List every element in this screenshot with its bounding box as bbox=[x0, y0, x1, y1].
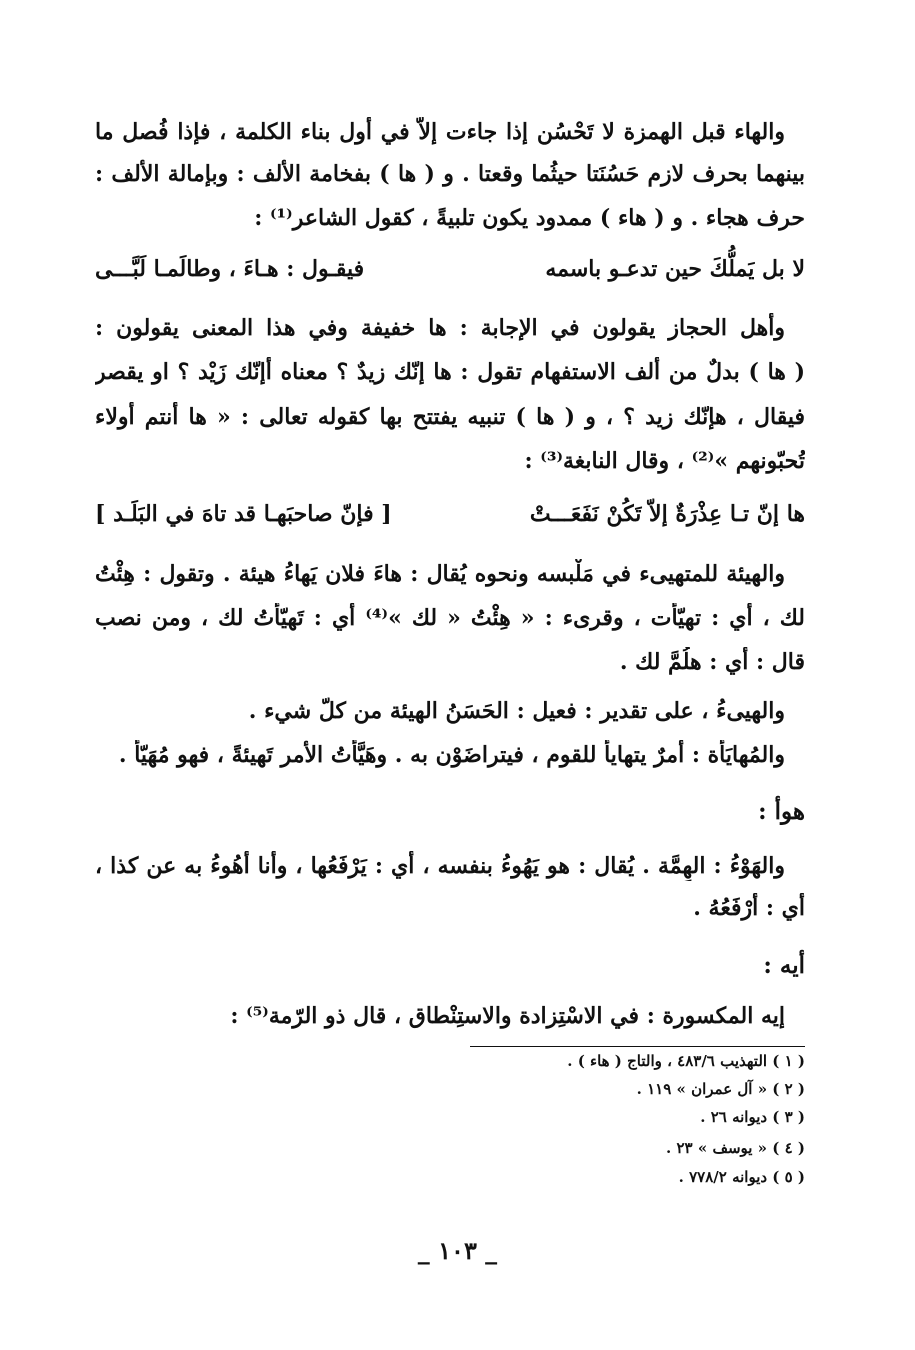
footnote: ( ١ ) التهذيب ٤٨٣/٦ ، والتاج ( هاء ) . bbox=[567, 1052, 805, 1070]
footnote: ( ٤ ) « يوسف » ٢٣ . bbox=[666, 1139, 805, 1157]
body-line: حرف هجاء . و ( هاء ) ممدود يكون تلبيةً ، كقول الشاعر⁽¹⁾ : bbox=[254, 205, 805, 231]
body-line: والمُهايَأَة : أمرٌ يتهايأ للقوم ، فيتراضَوْن به . وهَيَّأْتُ الأمر تَهيئةً ، فهو مُهَيّأً . bbox=[118, 742, 785, 768]
body-line: والهَوْءُ : الهِمَّة . يُقال : هو يَهُوءُ بنفسه ، أي : يَرْفَعُها ، وأنا أهُوءُ به عن كذا ، bbox=[95, 853, 785, 879]
body-line: إيه المكسورة : في الاسْتِزادة والاستِنْطاق ، قال ذو الرّمة⁽⁵⁾ : bbox=[230, 1003, 785, 1029]
body-line: وأهل الحجاز يقولون في الإجابة : ها خفيفة وفي هذا المعنى يقولون : bbox=[95, 315, 785, 341]
body-line: والهيئة للمتهيىء في مَلْبسه ونحوه يُقال : هاءَ فلان يَهاءُ هيئة . وتقول : هِئْتُ bbox=[95, 561, 785, 587]
verse-hemistich: لا بل يَملُّكَ حين تدعـو باسمه bbox=[545, 256, 805, 282]
body-line: لك ، أي : تهيّأت ، وقرىء : « هِئْتُ « لك »⁽⁴⁾ أي : تَهيّأْتُ لك ، ومن نصب bbox=[95, 605, 805, 631]
verse-hemistich: فيقـول : هـاءَ ، وطالَمـا لَبَّـــى bbox=[95, 256, 365, 282]
body-line: بينهما بحرف لازم حَسُنَتا حيثُما وقعتا . و ( ها ) بفخامة الألف : وبإمالة الألف : bbox=[95, 161, 805, 187]
footnote: ( ٢ ) « آل عمران » ١١٩ . bbox=[636, 1080, 805, 1098]
verse-hemistich: [ فإنّ صاحبَهـا قد تاهَ في البَلَـد ] bbox=[95, 501, 392, 527]
body-line: قال : أي : هلُمَّ لك . bbox=[619, 649, 805, 675]
body-line: ( ها ) بدلٌ من ألف الاستفهام تقول : ها إنّك زيدٌ ؟ معناه أإنّك زَيْد ؟ او يقصر bbox=[95, 359, 805, 385]
body-line: أي : أرْفَعُهُ . bbox=[693, 895, 805, 921]
entry-heading: أيه : bbox=[763, 952, 805, 979]
footnote: ( ٣ ) ديوانه ٢٦ . bbox=[700, 1108, 805, 1126]
verse-hemistich: ها إنّ تـا عِذْرَةٌ إلاّ تَكُنْ نَفَعَـــتْ bbox=[529, 501, 805, 527]
body-line: والهاء قبل الهمزة لا تَحْسُن إذا جاءت إلاّ في أول بناء الكلمة ، فإذا فُصل ما bbox=[95, 119, 785, 145]
body-line: والهيىءُ ، على تقدير : فعيل : الحَسَنُ الهيئة من كلّ شيء . bbox=[248, 698, 785, 724]
body-line: تُحبّونهم »⁽²⁾ ، وقال النابغة⁽³⁾ : bbox=[524, 448, 805, 474]
footnote-rule bbox=[470, 1046, 805, 1047]
body-line: فيقال ، هإنّك زيد ؟ ، و ( ها ) تنبيه يفتتح بها كقوله تعالى : « ها أنتم أولاء bbox=[95, 404, 805, 430]
footnote: ( ٥ ) ديوانه ٧٧٨/٢ . bbox=[678, 1168, 805, 1186]
entry-heading: هوأ : bbox=[758, 798, 805, 825]
page-number: _ ١٠٣ _ bbox=[417, 1236, 498, 1265]
